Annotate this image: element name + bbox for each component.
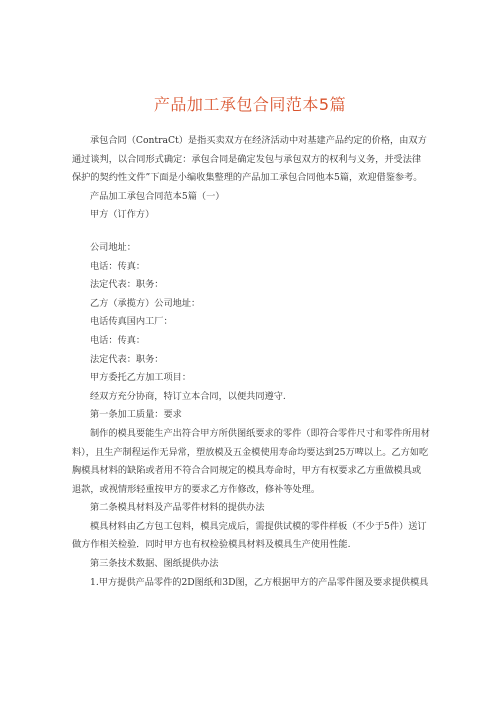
document-title: 产品加工承包合同范本5篇 <box>153 95 347 114</box>
paragraph-legal-rep: 法定代表：职务： <box>90 279 164 291</box>
paragraph-intro: 承包合同（ContraCt）是指买卖双方在经济活动中对基建产品约定的价格，由双方通过谈判，以合同形式确定：承包合同是确定发包与承包双方的权利与义务，并受法律保护的契约性文件”下面是小编收集整理的产品加工承包合同他本5篇，欢迎借鉴参考。 <box>72 135 427 184</box>
paragraph-phone-fax-factory: 电话传真国内工厂： <box>90 316 173 328</box>
paragraph-project: 甲方委托乙方加工项目： <box>90 372 192 384</box>
paragraph-company-address: 公司地址： <box>90 241 136 253</box>
paragraph-article-1: 第一条加工质量：要求 <box>90 409 182 421</box>
paragraph-article-3: 第三条技术数据、图纸提供办法 <box>90 558 219 570</box>
document-body <box>72 132 430 592</box>
paragraph-agreement: 经双方充分协商，特订立本合同，以便共同遵守. <box>90 390 286 402</box>
paragraph-article-3-body: 1.甲方提供产品零件的2D图纸和3D图，乙方根据甲方的产品零件图及要求提供模具 <box>90 576 429 588</box>
paragraph-spacer <box>72 225 430 239</box>
paragraph-article-2: 第二条模具材料及产品零件材料的提供办法 <box>90 502 265 514</box>
paragraph-legal-rep-2: 法定代表：职务： <box>90 353 164 365</box>
paragraph-phone-fax: 电话：传真： <box>90 260 146 272</box>
paragraph-article-1-body: 制作的模具要能生产出符合甲方所供图纸要求的零件（即符合零件尺寸和零件所用材料），且生产制程运作无异常，塑放模及五金模使用寿命均要达到25万啤以上。乙方如吃胸模具材料的缺陷或者用不符合合同规定的模具寿命时，甲方有权要求乙方重做模具或退款，或视情形轻重按甲方的要求乙方作修改，修补等处理。 <box>72 427 430 495</box>
paragraph-phone-fax-2: 电话：传真： <box>90 334 146 346</box>
paragraph-party-b: 乙方（承揽方）公司地址： <box>90 297 201 309</box>
paragraph-article-2-body: 模具材料由乙方包工包料，模具完成后，需提供试模的零件样板（不少于5件）送订做方作相关检验．同时甲方也有权检验模具材料及模具生产使用性能. <box>72 520 427 551</box>
paragraph-party-a: 甲方（订作方） <box>90 209 155 221</box>
paragraph-subtitle: 产品加工承包合同范本5篇（一） <box>90 190 225 202</box>
